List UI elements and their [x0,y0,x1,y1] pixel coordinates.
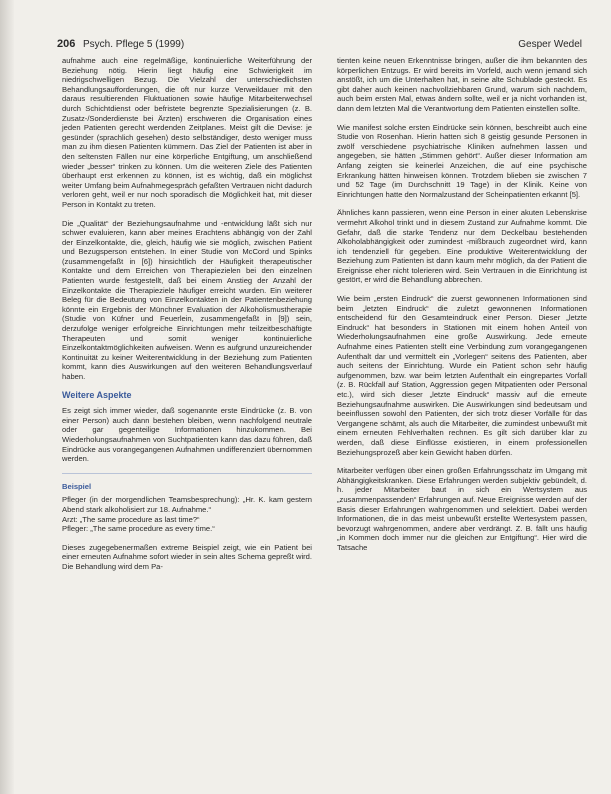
paragraph: tienten keine neuen Erkenntnisse bringen, außer die ihm bekannten des körperlichen Entzugs. Er wird bereits im Vorfeld, auch wenn jemand sich anstößt, ich um die Unterhalten hat, in seine alte Schublade gesteckt. Es gibt daher auch keinen nachvollziehbaren Grund, warum sich nachdem, auch beim ersten Mal, etwas ändern sollte, weil er ja nicht vorhanden ist, dann dem letzten Mal die Verantwortung dem Patienten einstellen sollte. [337,56,587,113]
paragraph: Ähnliches kann passieren, wenn eine Person in einer akuten Lebenskrise vermehrt Alkohol trinkt und in diesem Zustand zur Aufnahme kommt. Die Gefahr, daß die starke Tendenz nur dem Deckelbau bestehenden Alkoholabhängigkeit oder zumindest -mißbrauch zugeordnet wird, kann ich tendenziell für gegeben. Eine produktive Weiterentwicklung der Beziehung zum Patienten ist dann kaum mehr möglich, da der Patient die Ereignisse eher nicht tolerieren wird. Sein Vertrauen in die Einrichtung ist gestört, er wird die Behandlung abbrechen. [337,208,587,285]
paragraph: Mitarbeiter verfügen über einen großen Erfahrungsschatz im Umgang mit Abhängigkeitskranken. Diese Erfahrungen werden subjektiv gebündelt, d. h. jeder Mitarbeiter baut in sich ein Wertsystem aus „zusammenpassenden“ Erfahrungen auf. Neue Ereignisse werden auf der Basis dieser Erfahrungen wahrgenommen und selektiert. Dabei werden Informationen, die in das meist unbewußt erstellte Wertesystem passen, bevorzugt wahrgenommen, andere aber verdrängt. Z. B. fällt uns häufig „in Kommen doch immer nur die gleichen zur Entgiftung“. Hier wird die Tatsache [337,466,587,552]
section-heading: Weitere Aspekte [62,389,132,400]
running-header [57,38,582,52]
page-binding-shadow [0,0,14,794]
example-label: Beispiel [62,481,92,491]
paragraph: aufnahme auch eine regelmäßige, kontinuierliche Weiterführung der Beziehung nötig. Hierin liegt häufig eine Schwierigkeit im niedrigschwelligen Bezug. Die Vielzahl der unterschiedlichsten Behandlungsaufforderungen, die oft nur kurze Verweildauer mit den daraus resultierenden Fluktuationen sowie häufige Mitarbeiterwechsel durch Schichtdienst oder befristete begrenzte Spezialisierungen (z. B. Zusatz-/Sonderdienste bei Ärzten) erschweren die Organisation eines jeden Patienten gerecht werdenden Zeitplanes. Meist gilt die Devise: je gesünder (sprachlich gesehen) desto selbständiger, desto weniger muss man zu ihm diesen Patienten kümmern. Das Ziel der Patienten ist aber in den seltensten Fällen nur eine körperliche Entgiftung, um anschließend wieder „besser“ trinken zu können. Um die weiteren Ziele des Patienten überhaupt erst erkennen zu können, ist es wichtig, daß ein möglichst weiter Umfang beim Aufnahmegespräch gefaßten Vertrauen nicht dadurch verloren geht, weil er nur noch sporadisch die Möglichkeit hat, mit dieser Person in Kontakt zu treten. [62,56,312,209]
divider [62,473,312,474]
paragraph: Wie manifest solche ersten Eindrücke sein können, beschreibt auch eine Studie von Rosenhan. Hierin hatten sich 8 geistig gesunde Personen in zwölf verschiedene psychiatrische Kliniken aufnehmen lassen und angegeben, sie hätten „Stimmen gehört“. Außer dieser Information am Anfang zeigten sie keinerlei Anzeichen, die auf eine psychische Erkrankung hätten hinweisen können. Trotzdem blieben sie zwischen 7 und 52 Tage (im Durchschnitt 19 Tage) in der Klinik. Keine von Einrichtungen hatte den Normalzustand der Scheinpatienten erkannt [5]. [337,122,587,199]
paragraph: Dieses zugegebenermaßen extreme Beispiel zeigt, wie ein Patient bei einer erneuten Aufnahme sofort wieder in sein altes Schema gepreßt wird. Die Behandlung wird dem Pa- [62,542,312,571]
page-number: 206 [57,38,76,50]
paragraph: Es zeigt sich immer wieder, daß sogenannte erste Eindrücke (z. B. von einer Person) auch dann bestehen bleiben, wenn nachfolgend neutrale oder gar gegenteilige Informationen hinzukommen. Bei Wiederholungsaufnahmen von Suchtpatienten kann das dazu führen, daß Eindrücke aus vorangegangenen Aufnahmen undifferenziert übernommen werden. [62,406,312,464]
right-column [337,56,587,562]
author-name: Gesper Wedel [518,39,582,50]
left-column [62,56,312,581]
dialog-line: Pfleger (in der morgendlichen Teamsbesprechung): „Hr. K. kam gestern Abend stark alkoholisiert zur 18. Aufnahme.“ [62,495,312,514]
journal-citation: Psych. Pflege 5 (1999) [83,39,185,50]
dialog-line: Pfleger: „The same procedure as every time.“ [62,524,215,534]
paragraph: Wie beim „ersten Eindruck“ die zuerst gewonnenen Informationen sind beim „letzten Eindruck“ die zuletzt gewonnenen Informationen entscheidend für den Gesamteindruck einer Person. Dieser „letzte Eindruck“ hat besonders in Stationen mit einem hohen Anteil von Wiederholungsaufnahmen eine große Auswirkung. Jede erneute Aufnahme eines Patienten stellt eine Verbindung zum vorangegangenen Aufenthalt dar und vermittelt ein „Vorlegen“ seitens des Patienten, aber auch seitens der Einrichtung. Wurde ein Patient schon sehr häufig aufgenommen, bzw. war beim letzten Aufenthalt ein eingrepartes Vorfall (z. B. Rückfall auf Station, Aggression gegen Mitpatienten oder Personal etc.), wird sich dieser „letzte Eindruck“ massiv auf die erneute Beziehungsaufnahme auswirken. Die Auswirkungen sind bedeutsam und beeinflussen sowohl den Patienten, der sich trotz dieser Vorfälle für das Vergangene schämt, als auch die Mitarbeiter, die zumindest unbewußt mit einem erneuten Fehlverhalten rechnen. Es gilt sich darüber klar zu werden, daß diese Einflüsse existieren, in einem professionellen Beziehungsprozeß aber kein Gewicht haben dürfen. [337,294,587,457]
dialog-line: Arzt: „The same procedure as last time?“ [62,514,200,524]
example-dialog [62,495,312,533]
paragraph: Die „Qualität“ der Beziehungsaufnahme und -entwicklung läßt sich nur schwer evaluieren, kann aber meines Erachtens abhängig von der Zahl der Einzelkontakte, die, gleich, häufig wie sie möglich, zwischen Patient und Bezugsperson entstehen. In einer Studie von McCord und Spinks (zusammengefaßt in [6]) hinsichtlich der Häufigkeit therapeutischer Kontakte und dem Erreichen von Therapiezielen bei den einzelnen Patienten wurde festgestellt, daß bei einem Anstieg der Anzahl der Einzelkontakte die Therapieziele häufiger erreicht wurden. Ein weiterer Beleg für die Bedeutung von Einzelkontakten in der Patientenbeziehung könnte ein Ergebnis der Münchner Evaluation der Alkoholismustherapie (Studie von Küfner und Feuerlein, zusammengefaßt in [9]) sein, derzufolge weniger erfolgreiche Einrichtungen mehr teilzeitbeschäftigte Therapeuten und somit weniger kontinuierliche Einzelkontaktmöglichkeiten aufweisen. Wenn es aufgrund unzureichender Kontinuität zu keiner Weiterentwicklung in der Beziehung zum Patienten kommt, kann dies Auswirkungen auf den weiteren Behandlungsverlauf haben. [62,218,312,381]
